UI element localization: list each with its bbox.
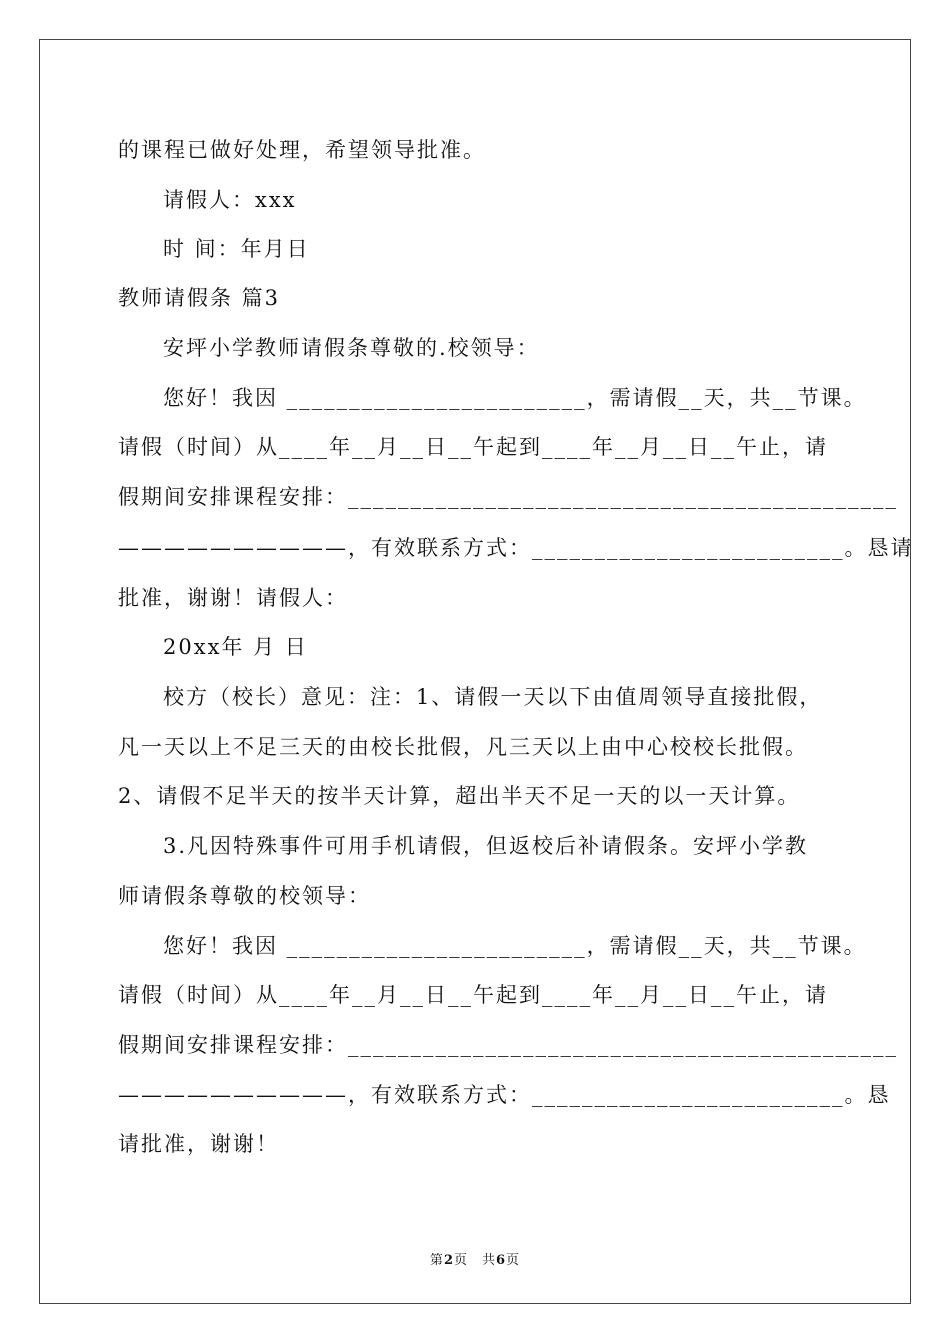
text-line: 假期间安排课程安排：____________________________________________ — [118, 485, 898, 509]
page-footer — [0, 1249, 950, 1268]
total-page-number: 6 — [496, 1253, 507, 1268]
section-heading: 教师请假条 篇3 — [118, 286, 281, 310]
text-line: 3.凡因特殊事件可用手机请假，但返校后补请假条。安坪小学教 — [163, 834, 809, 858]
current-page-number: 2 — [443, 1253, 454, 1268]
text-line: 请假人：xxx — [163, 188, 297, 212]
text-line: 时 间：年月日 — [163, 237, 310, 261]
text-line: 请假（时间）从____年__月__日__午起到____年__月__日__午止，请 — [118, 983, 828, 1007]
footer-mid: 页 共 — [453, 1253, 496, 1268]
text-line: 请假（时间）从____年__月__日__午起到____年__月__日__午止，请 — [118, 435, 828, 459]
text-line: 校方（校长）意见：注：1、请假一天以下由值周领导直接批假， — [163, 685, 823, 709]
text-line: 2、请假不足半天的按半天计算，超出半天不足一天的以一天计算。 — [118, 784, 801, 808]
footer-prefix: 第 — [429, 1253, 444, 1268]
text-line: 假期间安排课程安排：____________________________________________ — [118, 1033, 898, 1057]
text-line: 的课程已做好处理，希望领导批准。 — [118, 138, 486, 162]
text-line: 批准，谢谢！请假人： — [118, 586, 348, 610]
text-line: ——————————，有效联系方式：_________________________。恳请 — [118, 536, 914, 560]
text-line: 安坪小学教师请假条尊敬的.校领导： — [163, 336, 540, 360]
page-border — [39, 39, 911, 1304]
text-line: 您好！我因 ________________________，需请假__天，共__节课。 — [163, 386, 867, 410]
footer-suffix: 页 — [506, 1253, 521, 1268]
text-line: 师请假条尊敬的校领导： — [118, 884, 371, 908]
text-line: 20xx年 月 日 — [163, 635, 308, 659]
text-line: ——————————，有效联系方式：_________________________。恳 — [118, 1083, 891, 1107]
text-line: 凡一天以上不足三天的由校长批假，凡三天以上由中心校校长批假。 — [118, 735, 808, 759]
text-line: 请批准，谢谢！ — [118, 1132, 279, 1156]
text-line: 您好！我因 ________________________，需请假__天，共__节课。 — [163, 934, 867, 958]
